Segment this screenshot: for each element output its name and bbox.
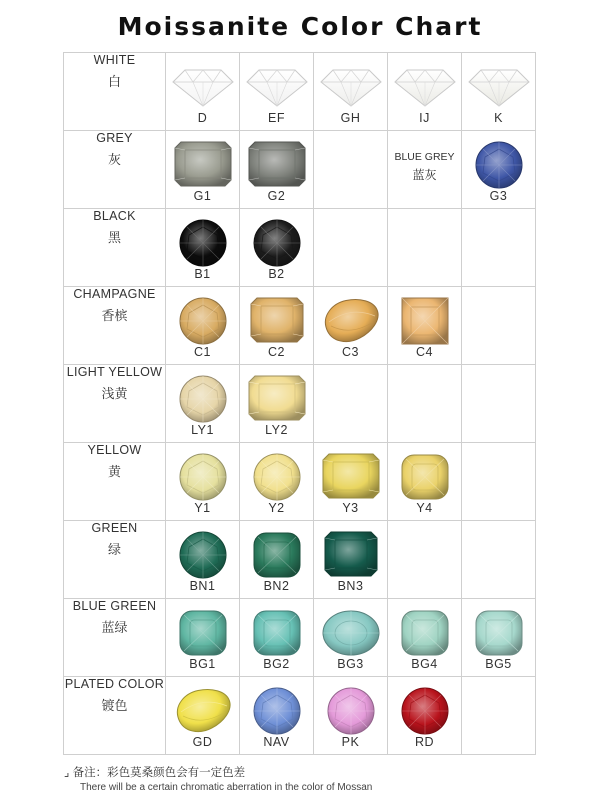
row-label-english: PLATED COLOR (64, 677, 165, 691)
gem-code: Y4 (416, 501, 433, 515)
gem-cell (388, 287, 462, 365)
gem-code: BG1 (189, 657, 216, 671)
gem-image (321, 452, 381, 505)
gem-image (467, 62, 531, 113)
gem-code: G2 (267, 189, 286, 203)
gem-image (321, 608, 381, 663)
chart-row (64, 287, 536, 365)
gem-cell (462, 599, 536, 677)
row-label (64, 209, 166, 287)
gem-image (319, 62, 383, 113)
gem-image (178, 374, 228, 429)
empty-cell (314, 131, 388, 209)
chart-row (64, 131, 536, 209)
gem-code: BG3 (337, 657, 364, 671)
row-label-chinese: 浅黄 (101, 386, 128, 401)
footnote-chinese (64, 764, 372, 780)
chart-row (64, 443, 536, 521)
gem-code: K (494, 111, 503, 125)
gem-cell (166, 365, 240, 443)
row-label-english: BLUE GREEN (72, 599, 157, 613)
gem-code: B2 (268, 267, 285, 281)
row-label-chinese: 蓝绿 (101, 620, 128, 635)
empty-cell (462, 443, 536, 521)
gem-cell (240, 287, 314, 365)
gem-image (393, 62, 457, 113)
row-label (64, 443, 166, 521)
gem-code: Y2 (268, 501, 285, 515)
chart-row (64, 521, 536, 599)
gem-image (252, 608, 302, 663)
gem-image (321, 296, 381, 349)
gem-image (400, 608, 450, 663)
gem-cell (166, 209, 240, 287)
chart-row (64, 365, 536, 443)
footnote (64, 764, 372, 793)
row-label (64, 365, 166, 443)
gem-code: C1 (194, 345, 211, 359)
gem-image (252, 218, 302, 273)
gem-cell (166, 599, 240, 677)
gem-code: C3 (342, 345, 359, 359)
gem-image (178, 452, 228, 507)
gem-code: BG5 (485, 657, 512, 671)
gem-cell (314, 677, 388, 755)
row-label (64, 131, 166, 209)
gem-image (400, 686, 450, 741)
row-label-english: CHAMPAGNE (73, 287, 156, 301)
gem-cell (166, 521, 240, 599)
gem-cell (240, 677, 314, 755)
gem-image (252, 530, 302, 585)
corner-mark-icon: ⌟ (64, 767, 73, 779)
gem-code: Y3 (342, 501, 359, 515)
page-title: Moissanite Color Chart (117, 12, 483, 41)
empty-cell (314, 365, 388, 443)
empty-cell (462, 677, 536, 755)
gem-cell (388, 599, 462, 677)
inline-label (388, 151, 461, 183)
gem-image (178, 218, 228, 273)
footnote-english: There will be a certain chromatic aberration in the color of Mossan (80, 782, 373, 793)
gem-cell (240, 599, 314, 677)
gem-image (178, 296, 228, 351)
gem-code: C4 (416, 345, 433, 359)
empty-cell (388, 365, 462, 443)
gem-cell (314, 599, 388, 677)
empty-cell (314, 209, 388, 287)
row-label-chinese: 镀色 (101, 698, 128, 713)
footnote-chinese-text: 备注：彩色莫桑颜色会有一定色差 (72, 767, 246, 779)
gem-cell (166, 53, 240, 131)
gem-cell (240, 53, 314, 131)
gem-code: G3 (489, 189, 508, 203)
row-label-chinese: 绿 (107, 542, 121, 557)
row-label-chinese: 黄 (107, 464, 121, 479)
gem-cell (240, 521, 314, 599)
gem-image (326, 686, 376, 741)
chart-row (64, 209, 536, 287)
gem-cell (314, 443, 388, 521)
gem-code: RD (414, 735, 435, 749)
row-label-chinese: 黑 (107, 230, 121, 245)
gem-image (173, 140, 233, 193)
row-label-english: GREEN (91, 521, 138, 535)
gem-image (400, 296, 450, 351)
gem-code: B1 (194, 267, 211, 281)
gem-cell (314, 53, 388, 131)
row-label-chinese: 香槟 (101, 308, 128, 323)
color-chart-table (63, 52, 536, 755)
gem-code: BN3 (337, 579, 364, 593)
inline-label-english: BLUE GREY (394, 151, 455, 163)
gem-cell (240, 365, 314, 443)
gem-image (474, 140, 524, 195)
gem-cell (240, 443, 314, 521)
chart-row (64, 53, 536, 131)
gem-code: BN1 (189, 579, 216, 593)
gem-code: PK (341, 735, 360, 749)
gem-image (247, 374, 307, 427)
gem-image (252, 452, 302, 507)
empty-cell (462, 521, 536, 599)
empty-cell (388, 521, 462, 599)
gem-cell (462, 53, 536, 131)
row-label (64, 287, 166, 365)
gem-cell (314, 287, 388, 365)
row-label (64, 53, 166, 131)
gem-cell (166, 287, 240, 365)
gem-image (178, 608, 228, 663)
gem-cell (166, 677, 240, 755)
gem-image (173, 686, 233, 739)
gem-code: GD (192, 735, 213, 749)
gem-code: D (197, 111, 208, 125)
gem-code: G1 (193, 189, 212, 203)
gem-cell (240, 131, 314, 209)
row-label (64, 677, 166, 755)
empty-cell (388, 209, 462, 287)
inline-row-label (388, 131, 462, 209)
row-label (64, 521, 166, 599)
chart-row (64, 599, 536, 677)
gem-image (321, 530, 381, 583)
gem-image (252, 686, 302, 741)
gem-code: Y1 (194, 501, 211, 515)
row-label-english: BLACK (93, 209, 136, 223)
gem-cell (388, 53, 462, 131)
row-label-english: LIGHT YELLOW (66, 365, 163, 379)
row-label-chinese: 白 (107, 74, 121, 89)
gem-code: BN2 (263, 579, 290, 593)
gem-cell (388, 443, 462, 521)
row-label-english: GREY (96, 131, 133, 145)
gem-image (400, 452, 450, 507)
gem-image (171, 62, 235, 113)
empty-cell (462, 209, 536, 287)
row-label-english: WHITE (93, 53, 136, 67)
gem-code: LY2 (265, 423, 288, 437)
gem-cell (166, 131, 240, 209)
gem-code: C2 (268, 345, 285, 359)
gem-cell (314, 521, 388, 599)
gem-code: BG2 (263, 657, 290, 671)
inline-label-chinese: 蓝灰 (412, 168, 437, 182)
row-label-chinese: 灰 (107, 152, 121, 167)
gem-code: LY1 (191, 423, 214, 437)
empty-cell (462, 287, 536, 365)
gem-image (245, 62, 309, 113)
gem-code: GH (340, 111, 361, 125)
gem-code: EF (268, 111, 285, 125)
gem-image (474, 608, 524, 663)
gem-code: BG4 (411, 657, 438, 671)
gem-image (247, 140, 307, 193)
chart-row (64, 677, 536, 755)
row-label-english: YELLOW (87, 443, 142, 457)
gem-code: IJ (419, 111, 430, 125)
gem-cell (462, 131, 536, 209)
gem-cell (166, 443, 240, 521)
gem-cell (240, 209, 314, 287)
gem-cell (388, 677, 462, 755)
row-label (64, 599, 166, 677)
gem-code: NAV (263, 735, 290, 749)
gem-image (247, 296, 307, 349)
empty-cell (462, 365, 536, 443)
gem-image (178, 530, 228, 585)
